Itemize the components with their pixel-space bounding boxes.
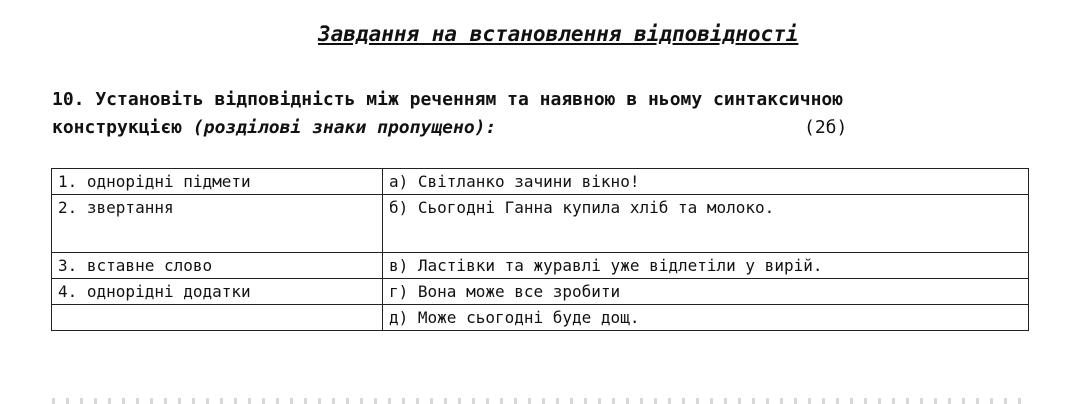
table-row (52, 169, 1029, 195)
table-cell-left: 2. звертання (52, 195, 383, 253)
table-row (52, 195, 1029, 253)
table-row (52, 253, 1029, 279)
task-line-1: 10. Установіть відповідність між реченням та наявною в ньому синтаксичною (52, 89, 844, 110)
table-row (52, 305, 1029, 331)
table-cell-left: 4. однорідні додатки (52, 279, 383, 305)
task-line-2 (52, 114, 843, 142)
task-line-2-text: конструкцією (52, 117, 193, 138)
matching-table (51, 168, 1029, 331)
section-heading: Завдання на встановлення відповідності (318, 22, 799, 46)
task-statement (52, 86, 848, 142)
table-cell-left: 3. вставне слово (52, 253, 383, 279)
table-cell-right: г) Вона може все зробити (383, 279, 1029, 305)
cropped-next-line (52, 398, 1032, 404)
table-cell-left: 1. однорідні підмети (52, 169, 383, 195)
task-note: (розділові знаки пропущено): (192, 117, 497, 138)
table-cell-left (52, 305, 383, 331)
table-cell-right: а) Світланко зачини вікно! (383, 169, 1029, 195)
table-cell-right: д) Може сьогодні буде дощ. (383, 305, 1029, 331)
table-row (52, 279, 1029, 305)
table-cell-right: в) Ластівки та журавлі уже відлетіли у вирій. (383, 253, 1029, 279)
task-points: (2б) (804, 117, 848, 138)
table-cell-right: б) Сьогодні Ганна купила хліб та молоко. (383, 195, 1029, 253)
